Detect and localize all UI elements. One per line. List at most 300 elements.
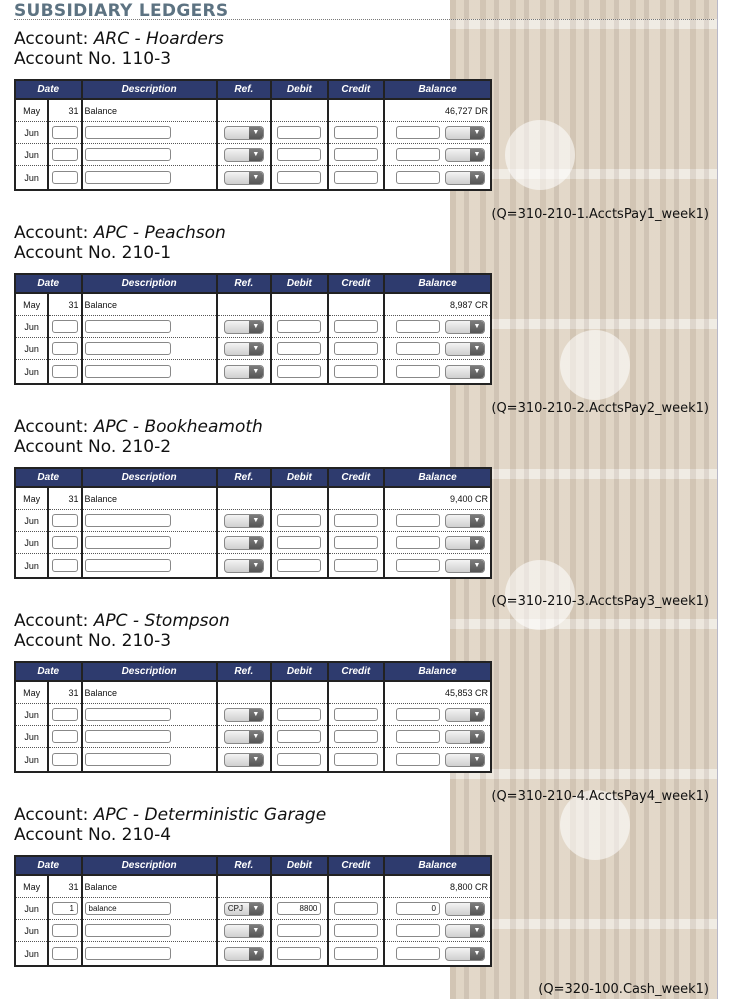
debit-input[interactable] [277,514,321,527]
credit-cell [328,898,384,920]
debit-input[interactable] [277,171,321,184]
month-cell: Jun [15,122,48,144]
table-header-row [15,468,491,487]
month-cell: Jun [15,510,48,532]
table-row [15,360,491,385]
day-input[interactable] [52,171,78,184]
column-header-description: Description [82,80,217,99]
description-input[interactable] [85,708,171,721]
description-input[interactable] [85,148,171,161]
month-cell: Jun [15,166,48,191]
ledger-section [14,223,714,385]
balance-type-select[interactable] [445,947,485,961]
table-row [15,748,491,773]
ref-cell [217,338,271,360]
question-reference: (Q=310-210-4.AcctsPay4_week1) [491,789,709,804]
balance-type-select[interactable] [445,536,485,550]
column-header-date: Date [15,274,82,293]
day-input[interactable]: 1 [52,902,78,915]
account-number: Account No. 210-2 [14,437,172,457]
table-row [15,942,491,967]
debit-cell [271,316,327,338]
day-cell [48,942,81,967]
chevron-down-icon: ▼ [470,903,484,915]
column-header-description: Description [82,856,217,875]
description-cell [82,532,217,554]
debit-input[interactable] [277,708,321,721]
description-input[interactable] [85,947,171,960]
column-header-ref: Ref. [217,856,271,875]
day-cell [48,726,81,748]
balance-input[interactable] [396,171,440,184]
debit-input[interactable] [277,559,321,572]
ref-select[interactable] [224,171,264,185]
description-input[interactable] [85,365,171,378]
credit-cell [328,704,384,726]
day-input[interactable] [52,320,78,333]
column-header-debit: Debit [271,662,327,681]
ledger-table [14,855,492,967]
chevron-down-icon: ▼ [249,127,263,139]
credit-cell [328,554,384,579]
day-input[interactable] [52,947,78,960]
balance-input[interactable] [396,708,440,721]
chevron-down-icon: ▼ [470,321,484,333]
debit-cell [271,875,327,898]
chevron-down-icon: ▼ [470,149,484,161]
chevron-down-icon: ▼ [470,515,484,527]
day-cell [48,532,81,554]
ref-cell [217,726,271,748]
table-row [15,99,491,122]
balance-input[interactable] [396,514,440,527]
column-header-description: Description [82,274,217,293]
balance-type-select[interactable] [445,753,485,767]
account-label: Account: [14,223,94,243]
chevron-down-icon: ▼ [470,537,484,549]
chevron-down-icon: ▼ [249,731,263,743]
ref-select[interactable] [224,730,264,744]
chevron-down-icon: ▼ [249,560,263,572]
description-cell [82,554,217,579]
ref-select-value: CPJ [227,904,243,913]
description-cell: Balance [82,875,217,898]
day-cell: 31 [48,99,81,122]
table-header-row [15,80,491,99]
credit-input[interactable] [334,342,378,355]
debit-input[interactable] [277,753,321,766]
credit-input[interactable] [334,514,378,527]
debit-input[interactable]: 8800 [277,902,321,915]
ledger-table [14,79,492,191]
credit-cell [328,942,384,967]
column-header-balance: Balance [384,274,491,293]
month-cell: May [15,487,48,510]
debit-cell [271,166,327,191]
balance-input[interactable] [396,365,440,378]
day-input[interactable] [52,148,78,161]
balance-cell [384,554,491,579]
description-cell [82,920,217,942]
balance-input[interactable] [396,924,440,937]
day-cell [48,338,81,360]
page-right-border [717,0,718,999]
ref-cell [217,99,271,122]
balance-input[interactable] [396,947,440,960]
balance-type-select[interactable] [445,559,485,573]
balance-input[interactable] [396,730,440,743]
ref-select[interactable] [224,902,264,916]
month-cell: Jun [15,554,48,579]
chevron-down-icon: ▼ [470,709,484,721]
table-row [15,726,491,748]
description-cell [82,510,217,532]
table-row [15,681,491,704]
table-row [15,554,491,579]
account-heading [14,29,714,49]
description-input[interactable] [85,126,171,139]
question-reference: (Q=310-210-2.AcctsPay2_week1) [491,401,709,416]
balance-cell [384,122,491,144]
balance-type-select[interactable] [445,708,485,722]
description-cell: Balance [82,487,217,510]
chevron-down-icon: ▼ [470,172,484,184]
month-cell: May [15,681,48,704]
credit-input[interactable] [334,708,378,721]
day-cell [48,748,81,773]
table-header-row [15,274,491,293]
column-header-debit: Debit [271,274,327,293]
table-header-row [15,856,491,875]
description-input[interactable]: balance [85,902,171,915]
balance-cell [384,942,491,967]
credit-input[interactable] [334,126,378,139]
day-cell [48,554,81,579]
ledger-table [14,273,492,385]
table-row [15,704,491,726]
debit-input[interactable] [277,342,321,355]
balance-input[interactable] [396,536,440,549]
description-cell: Balance [82,293,217,316]
day-input[interactable] [52,559,78,572]
chevron-down-icon: ▼ [470,948,484,960]
balance-type-select[interactable] [445,902,485,916]
debit-input[interactable] [277,730,321,743]
description-input[interactable] [85,342,171,355]
description-input[interactable] [85,753,171,766]
credit-cell [328,166,384,191]
ref-cell [217,487,271,510]
ref-cell [217,748,271,773]
account-number: Account No. 210-1 [14,243,172,263]
account-name: APC - Peachson [93,223,226,243]
description-cell [82,360,217,385]
ref-cell [217,898,271,920]
ledger-section [14,611,714,773]
balance-input[interactable] [396,148,440,161]
account-name: ARC - Hoarders [93,29,224,49]
description-input[interactable] [85,171,171,184]
debit-cell [271,338,327,360]
description-input[interactable] [85,536,171,549]
balance-cell: 8,800 CR [384,875,491,898]
ref-cell [217,554,271,579]
day-input[interactable] [52,753,78,766]
debit-cell [271,726,327,748]
ref-select[interactable] [224,947,264,961]
column-header-credit: Credit [328,80,384,99]
question-reference: (Q=310-210-3.AcctsPay3_week1) [491,594,709,609]
chevron-down-icon: ▼ [249,925,263,937]
account-name: APC - Deterministic Garage [93,805,327,825]
column-header-date: Date [15,662,82,681]
chevron-down-icon: ▼ [470,925,484,937]
debit-input[interactable] [277,924,321,937]
credit-input[interactable] [334,148,378,161]
credit-input[interactable] [334,947,378,960]
balance-type-select[interactable] [445,514,485,528]
balance-cell [384,726,491,748]
account-heading [14,611,714,631]
ref-select[interactable] [224,365,264,379]
account-heading [14,417,714,437]
chevron-down-icon: ▼ [470,754,484,766]
month-cell: Jun [15,726,48,748]
account-number: Account No. 210-3 [14,631,172,651]
balance-type-select[interactable] [445,126,485,140]
debit-input[interactable] [277,947,321,960]
table-row [15,338,491,360]
balance-input[interactable] [396,753,440,766]
description-cell [82,898,217,920]
day-input[interactable] [52,730,78,743]
description-cell: Balance [82,681,217,704]
day-cell [48,898,81,920]
column-header-ref: Ref. [217,274,271,293]
balance-type-select[interactable] [445,730,485,744]
debit-cell [271,532,327,554]
description-cell [82,942,217,967]
column-header-description: Description [82,468,217,487]
column-header-credit: Credit [328,856,384,875]
debit-cell [271,360,327,385]
balance-type-select[interactable] [445,320,485,334]
day-cell [48,920,81,942]
debit-input[interactable] [277,148,321,161]
balance-input[interactable] [396,559,440,572]
account-label: Account: [14,29,94,49]
balance-cell: 8,987 CR [384,293,491,316]
day-input[interactable] [52,708,78,721]
chevron-down-icon: ▼ [249,709,263,721]
day-cell: 31 [48,293,81,316]
chevron-down-icon: ▼ [249,903,263,915]
balance-cell [384,704,491,726]
balance-input[interactable] [396,126,440,139]
balance-cell [384,360,491,385]
ref-cell [217,293,271,316]
credit-input[interactable] [334,171,378,184]
credit-input[interactable] [334,753,378,766]
description-input[interactable] [85,924,171,937]
month-cell: Jun [15,532,48,554]
credit-cell [328,316,384,338]
chevron-down-icon: ▼ [249,515,263,527]
description-cell: Balance [82,99,217,122]
credit-input[interactable] [334,730,378,743]
debit-input[interactable] [277,126,321,139]
balance-type-select[interactable] [445,342,485,356]
ledger-section [14,805,714,967]
table-row [15,875,491,898]
balance-cell [384,316,491,338]
debit-input[interactable] [277,320,321,333]
column-header-ref: Ref. [217,468,271,487]
credit-input[interactable] [334,902,378,915]
balance-input[interactable]: 0 [396,902,440,915]
day-cell [48,122,81,144]
column-header-description: Description [82,662,217,681]
ref-cell [217,510,271,532]
column-header-balance: Balance [384,662,491,681]
credit-cell [328,532,384,554]
table-row [15,532,491,554]
ref-select[interactable] [224,126,264,140]
ref-cell [217,681,271,704]
credit-cell [328,681,384,704]
ref-select[interactable] [224,148,264,162]
chevron-down-icon: ▼ [249,754,263,766]
credit-input[interactable] [334,536,378,549]
ref-select[interactable] [224,753,264,767]
description-cell [82,122,217,144]
balance-cell [384,898,491,920]
ref-select[interactable] [224,924,264,938]
debit-input[interactable] [277,536,321,549]
account-number: Account No. 210-4 [14,825,172,845]
ref-select[interactable] [224,342,264,356]
column-header-debit: Debit [271,468,327,487]
ref-cell [217,875,271,898]
table-row [15,293,491,316]
table-row [15,898,491,920]
description-cell [82,166,217,191]
credit-cell [328,875,384,898]
balance-cell [384,166,491,191]
account-name: APC - Stompson [93,611,230,631]
balance-type-select[interactable] [445,365,485,379]
title-divider [14,19,714,20]
ref-select[interactable] [224,708,264,722]
day-input[interactable] [52,365,78,378]
debit-cell [271,510,327,532]
debit-cell [271,681,327,704]
ref-cell [217,316,271,338]
day-cell [48,144,81,166]
account-number: Account No. 110-3 [14,49,172,69]
credit-input[interactable] [334,320,378,333]
balance-input[interactable] [396,342,440,355]
debit-cell [271,122,327,144]
ref-select[interactable] [224,514,264,528]
month-cell: Jun [15,748,48,773]
credit-cell [328,360,384,385]
description-cell [82,704,217,726]
ref-cell [217,166,271,191]
credit-cell [328,748,384,773]
ref-select[interactable] [224,536,264,550]
balance-type-select[interactable] [445,171,485,185]
chevron-down-icon: ▼ [470,560,484,572]
day-input[interactable] [52,924,78,937]
description-input[interactable] [85,559,171,572]
day-input[interactable] [52,536,78,549]
balance-cell: 9,400 CR [384,487,491,510]
ref-cell [217,942,271,967]
table-header-row [15,662,491,681]
balance-cell [384,338,491,360]
balance-cell [384,532,491,554]
credit-cell [328,122,384,144]
ref-cell [217,122,271,144]
month-cell: Jun [15,360,48,385]
credit-input[interactable] [334,559,378,572]
column-header-date: Date [15,856,82,875]
credit-cell [328,144,384,166]
column-header-ref: Ref. [217,662,271,681]
chevron-down-icon: ▼ [249,343,263,355]
day-cell [48,360,81,385]
column-header-ref: Ref. [217,80,271,99]
description-input[interactable] [85,730,171,743]
column-header-credit: Credit [328,468,384,487]
balance-cell [384,748,491,773]
credit-cell [328,920,384,942]
ref-select[interactable] [224,559,264,573]
chevron-down-icon: ▼ [249,172,263,184]
balance-input[interactable] [396,320,440,333]
debit-cell [271,487,327,510]
balance-type-select[interactable] [445,924,485,938]
debit-cell [271,942,327,967]
table-row [15,122,491,144]
credit-input[interactable] [334,365,378,378]
day-input[interactable] [52,342,78,355]
ref-select[interactable] [224,320,264,334]
balance-type-select[interactable] [445,148,485,162]
month-cell: May [15,293,48,316]
column-header-balance: Balance [384,80,491,99]
day-input[interactable] [52,514,78,527]
month-cell: Jun [15,704,48,726]
chevron-down-icon: ▼ [249,537,263,549]
day-input[interactable] [52,126,78,139]
balance-cell [384,920,491,942]
description-input[interactable] [85,320,171,333]
account-heading [14,223,714,243]
credit-cell [328,338,384,360]
account-name: APC - Bookheamoth [93,417,263,437]
account-heading [14,805,714,825]
credit-input[interactable] [334,924,378,937]
table-row [15,166,491,191]
account-label: Account: [14,805,94,825]
column-header-debit: Debit [271,80,327,99]
debit-cell [271,144,327,166]
description-input[interactable] [85,514,171,527]
debit-input[interactable] [277,365,321,378]
column-header-balance: Balance [384,856,491,875]
